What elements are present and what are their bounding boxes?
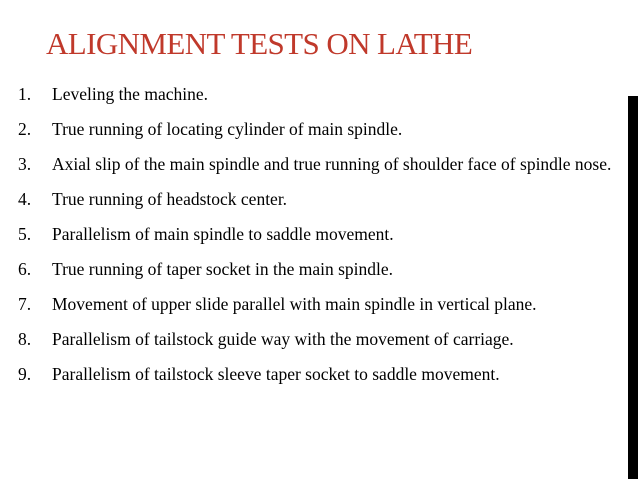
list-item-text: True running of headstock center. [52, 189, 288, 209]
list-item-number: 6. [18, 259, 32, 279]
alignment-test-list [18, 82, 618, 387]
list-item-number: 1. [18, 84, 32, 104]
side-accent-bar [628, 96, 638, 479]
list-item [18, 117, 618, 142]
list-item [18, 327, 618, 352]
list-item-text: Leveling the machine. [52, 84, 208, 104]
list-item [18, 362, 618, 387]
list-item-text: True running of locating cylinder of main spindle. [52, 119, 403, 139]
list-item [18, 292, 618, 317]
list-item-number: 5. [18, 224, 32, 244]
list-item [18, 222, 618, 247]
list-item-number: 2. [18, 119, 32, 139]
slide-title: ALIGNMENT TESTS ON LATHE [46, 26, 473, 61]
list-item-text: Parallelism of tailstock guide way with the movement of carriage. [52, 329, 514, 349]
list-item-text: Axial slip of the main spindle and true running of shoulder face of spindle nose. [52, 154, 612, 174]
list-item [18, 82, 618, 107]
list-item-number: 7. [18, 294, 32, 314]
list-item-number: 9. [18, 364, 32, 384]
list-item [18, 152, 618, 177]
list-item [18, 257, 618, 282]
list-item-number: 3. [18, 154, 32, 174]
list-item-number: 4. [18, 189, 32, 209]
list-item-text: True running of taper socket in the main spindle. [52, 259, 394, 279]
list-item-text: Movement of upper slide parallel with main spindle in vertical plane. [52, 294, 537, 314]
list-item [18, 187, 618, 212]
list-item-text: Parallelism of tailstock sleeve taper socket to saddle movement. [52, 364, 500, 384]
list-item-text: Parallelism of main spindle to saddle movement. [52, 224, 394, 244]
list-item-number: 8. [18, 329, 32, 349]
